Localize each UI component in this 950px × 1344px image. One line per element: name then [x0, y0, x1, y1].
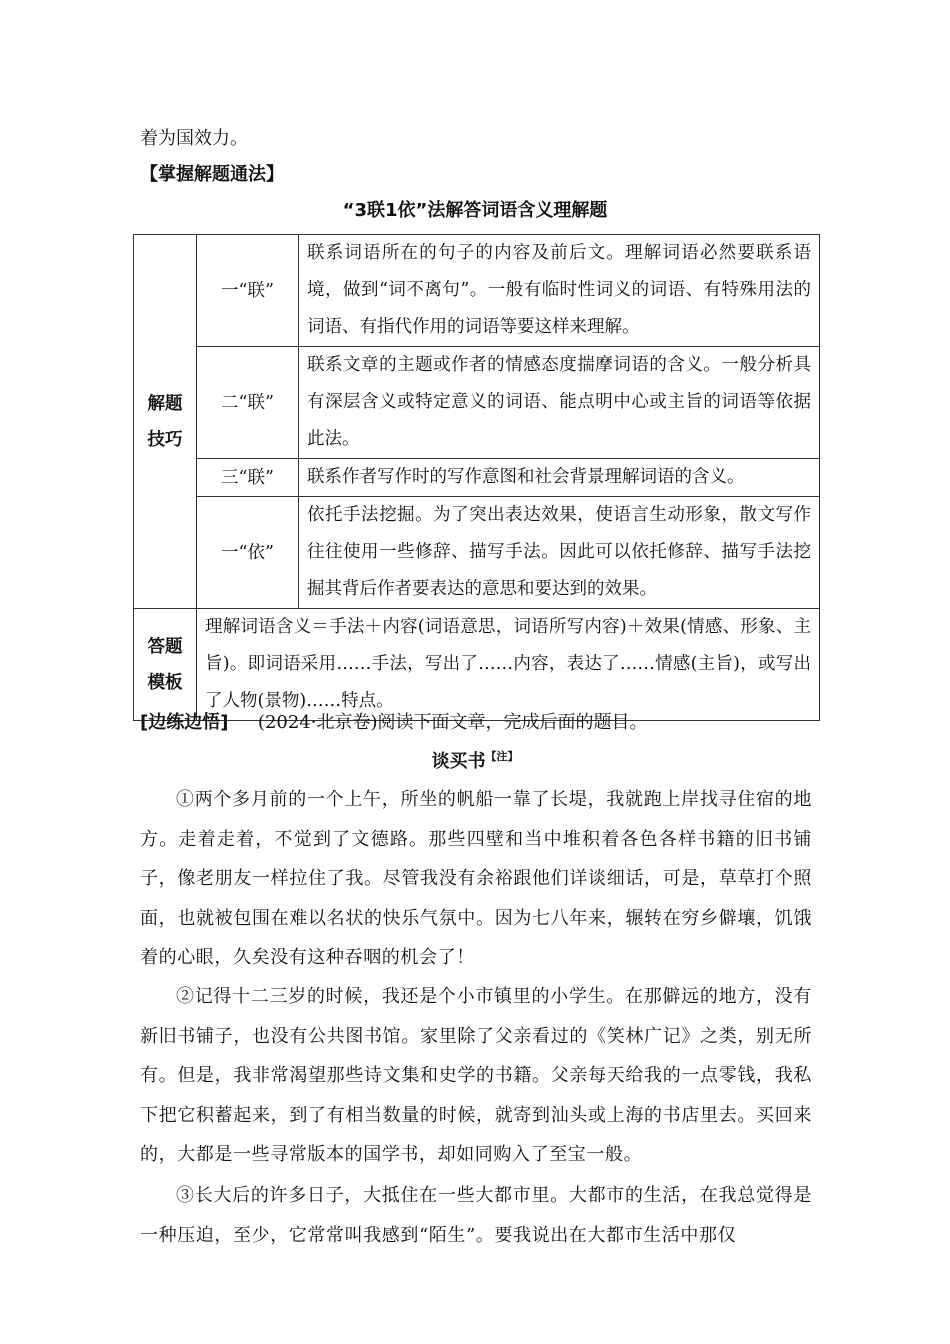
row-description: 联系作者写作时的写作意图和社会背景理解词语的含义。: [299, 459, 820, 497]
article-paragraph-2: ②记得十二三岁的时候，我还是个小市镇里的小学生。在那僻远的地方，没有新旧书铺子，也没有公共图书馆。家里除了父亲看过的《笑林广记》之类，别无所有。但是，我非常渴望那些诗文集和史学的书籍。父亲每天给我的一点零钱，我私下把它积蓄起来，到了有相当数量的时候，就寄到汕头或上海的书店里去。买回来的，大都是一些寻常版本的国学书，却如同购入了至宝一般。: [140, 986, 812, 1165]
article-paragraph-3: ③长大后的许多日子，大抵住在一些大都市里。大都市的生活，在我总觉得是一种压迫，至少，它常常叫我感到“陌生”。要我说出在大都市生活中那仅: [140, 1185, 812, 1246]
table-row: [134, 459, 820, 497]
row-description: 联系文章的主题或作者的情感态度揣摩词语的含义。一般分析具有深层含义或特定意义的词语、能点明中心或主旨的词语等依据此法。: [299, 347, 820, 459]
row-label: 一“依”: [197, 497, 299, 609]
article-title-line: [0, 745, 950, 774]
template-description: 理解词语含义＝手法＋内容(词语意思，词语所写内容)＋效果(情感、形象、主旨)。即词语采用……手法，写出了……内容，表达了……情感(主旨)，或写出了人物(景物)……特点。: [197, 609, 820, 721]
row-label: 三“联”: [197, 459, 299, 497]
intro-tail-text: 着为国效力。: [140, 128, 248, 149]
table-row: [134, 347, 820, 459]
table-row: [134, 609, 820, 721]
row-description: 依托手法挖掘。为了突出表达效果，使语言生动形象，散文写作往往使用一些修辞、描写手法。因此可以依托修辞、描写手法挖掘其背后作者要表达的意思和要达到的效果。: [299, 497, 820, 609]
table-row: [134, 235, 820, 347]
group-label-techniques: 解题技巧: [134, 235, 197, 609]
row-label: 二“联”: [197, 347, 299, 459]
practice-tag: [边练边悟]: [140, 712, 229, 733]
article-paragraph-1: ①两个多月前的一个上午，所坐的帆船一靠了长堤，我就跑上岸找寻住宿的地方。走着走着，不觉到了文德路。那些四壁和当中堆积着各色各样书籍的旧书铺子，像老朋友一样拉住了我。尽管我没有余裕跟他们详谈细话，可是，草草打个照面，也就被包围在难以名状的快乐气氛中。因为七八年来，辗转在穷乡僻壤，饥饿着的心眼，久矣没有这种吞咽的机会了！: [140, 789, 812, 968]
table-title: “3联1依”法解答词语含义理解题: [342, 200, 608, 221]
article-title: 谈买书: [431, 751, 486, 772]
practice-line: [140, 711, 648, 735]
article-title-note: 【注】: [485, 750, 519, 763]
row-label: 一“联”: [197, 235, 299, 347]
method-table: [133, 234, 820, 721]
group-label-template: 答题模板: [134, 609, 197, 721]
section-heading: 【掌握解题通法】: [140, 164, 284, 185]
row-description: 联系词语所在的句子的内容及前后文。理解词语必然要联系语境，做到“词不离句”。一般有临时性词义的词语、有特殊用法的词语、有指代作用的词语等要这样来理解。: [299, 235, 820, 347]
practice-source: (2024·北京卷)阅读下面文章，完成后面的题目。: [257, 712, 648, 733]
table-row: [134, 497, 820, 609]
